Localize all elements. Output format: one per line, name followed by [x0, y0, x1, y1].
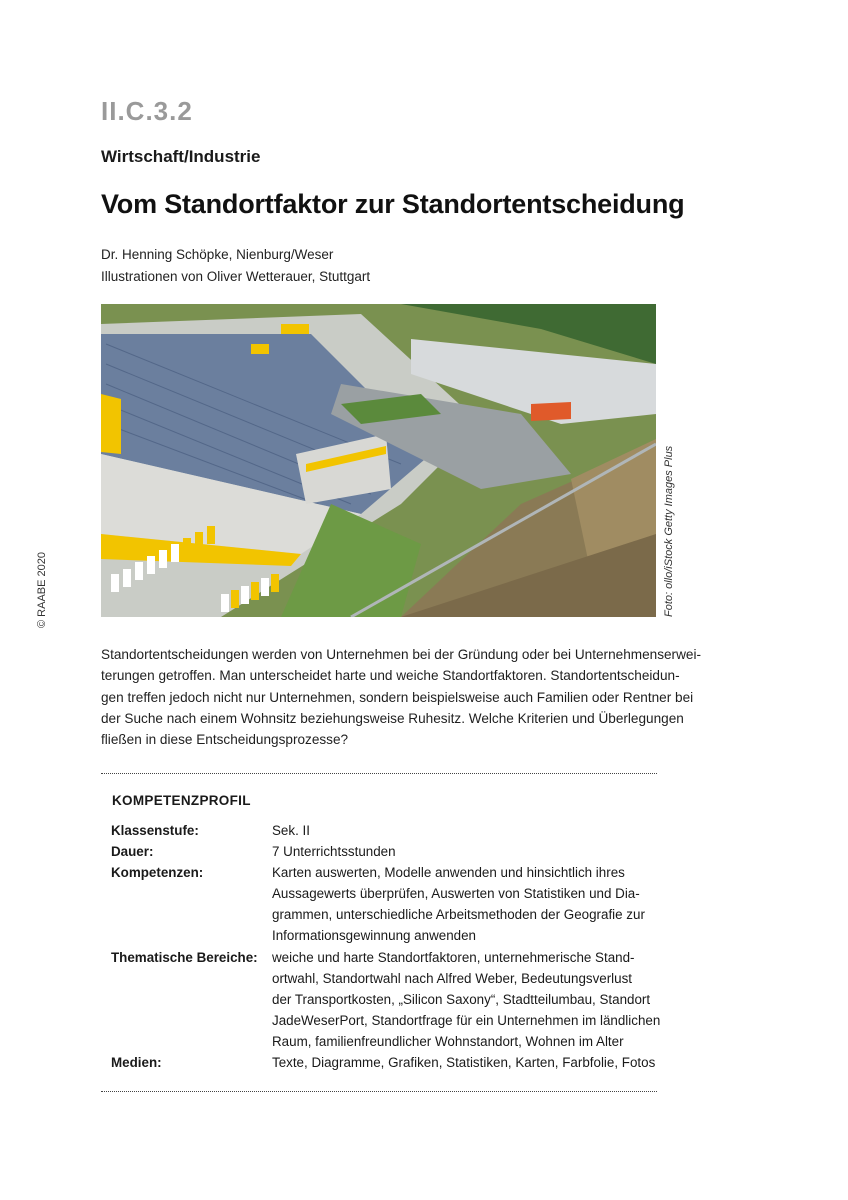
dotted-divider-top	[101, 773, 657, 774]
dotted-divider-bottom	[101, 1091, 657, 1092]
author-line: Dr. Henning Schöpke, Nienburg/Weser	[101, 247, 334, 262]
profile-value	[272, 1052, 656, 1073]
profile-row-media	[111, 1052, 656, 1073]
section-code: II.C.3.2	[101, 96, 193, 126]
profile-label: Medien:	[111, 1055, 162, 1071]
profile-value-line: Karten auswerten, Modelle anwenden und hinsichtlich ihres	[272, 865, 625, 881]
profile-value	[272, 841, 656, 862]
competence-profile	[111, 820, 661, 1073]
intro-line: Standortentscheidungen werden von Unternehmen bei der Gründung oder bei Unternehmenserwei-	[101, 647, 702, 662]
profile-value	[272, 862, 656, 946]
profile-value-line: Texte, Diagramme, Grafiken, Statistiken, Karten, Farbfolie, Fotos	[272, 1055, 656, 1071]
profile-label: Dauer:	[111, 844, 154, 860]
profile-value-line: ortwahl, Standortwahl nach Alfred Weber, Bedeutungsverlust	[272, 970, 633, 986]
profile-row-competences	[111, 862, 656, 946]
profile-value-line: Raum, familienfreundlicher Wohnstandort, Wohnen im Alter	[272, 1033, 624, 1049]
subject-heading: Wirtschaft/Industrie	[101, 147, 261, 166]
profile-value-line: 7 Unterrichtsstunden	[272, 844, 396, 860]
profile-label: Kompetenzen:	[111, 865, 204, 881]
illustrator-line: Illustrationen von Oliver Wetterauer, Stuttgart	[101, 269, 371, 284]
profile-row-grade	[111, 820, 656, 841]
profile-value-line: JadeWeserPort, Standortfrage für ein Unternehmen im ländlichen	[272, 1012, 661, 1028]
profile-value-line: weiche und harte Standortfaktoren, unternehmerische Stand-	[272, 949, 635, 965]
intro-line: gen treffen jedoch nicht nur Unternehmen, sondern beispielsweise auch Familien oder Rentner bei	[101, 689, 694, 705]
profile-value-line: Sek. II	[272, 823, 310, 838]
profile-row-topics	[111, 947, 661, 1052]
profile-value-line: der Transportkosten, „Silicon Saxony“, Stadtteilumbau, Standort	[272, 991, 651, 1007]
profile-value	[272, 947, 660, 1052]
aerial-logistics-photo	[101, 304, 656, 617]
intro-paragraph	[101, 644, 702, 750]
profile-value-line: Aussagewerts überprüfen, Auswerten von Statistiken und Dia-	[272, 886, 640, 902]
profile-label: Klassenstufe:	[111, 823, 199, 838]
copyright-note: © RAABE 2020	[36, 552, 48, 628]
profile-label: Thematische Bereiche:	[111, 949, 258, 965]
page-title: Vom Standortfaktor zur Standortentscheidung	[101, 189, 685, 219]
intro-line: terungen getroffen. Man unterscheidet harte und weiche Standortfaktoren. Standortentscheidun-	[101, 668, 680, 684]
profile-value-line: Informationsgewinnung anwenden	[272, 928, 476, 944]
profile-row-duration	[111, 841, 656, 862]
photo-credit: Foto: ollo/iStock Getty Images Plus	[663, 445, 675, 617]
intro-line: fließen in diese Entscheidungsprozesse?	[101, 732, 349, 748]
intro-line: der Suche nach einem Wohnsitz beziehungsweise Ruhesitz. Welche Kriterien und Überlegungen	[101, 710, 684, 726]
profile-value-line: grammen, unterschiedliche Arbeitsmethoden der Geografie zur	[272, 907, 645, 923]
profile-heading: KOMPETENZPROFIL	[112, 793, 251, 808]
profile-value	[272, 820, 656, 841]
